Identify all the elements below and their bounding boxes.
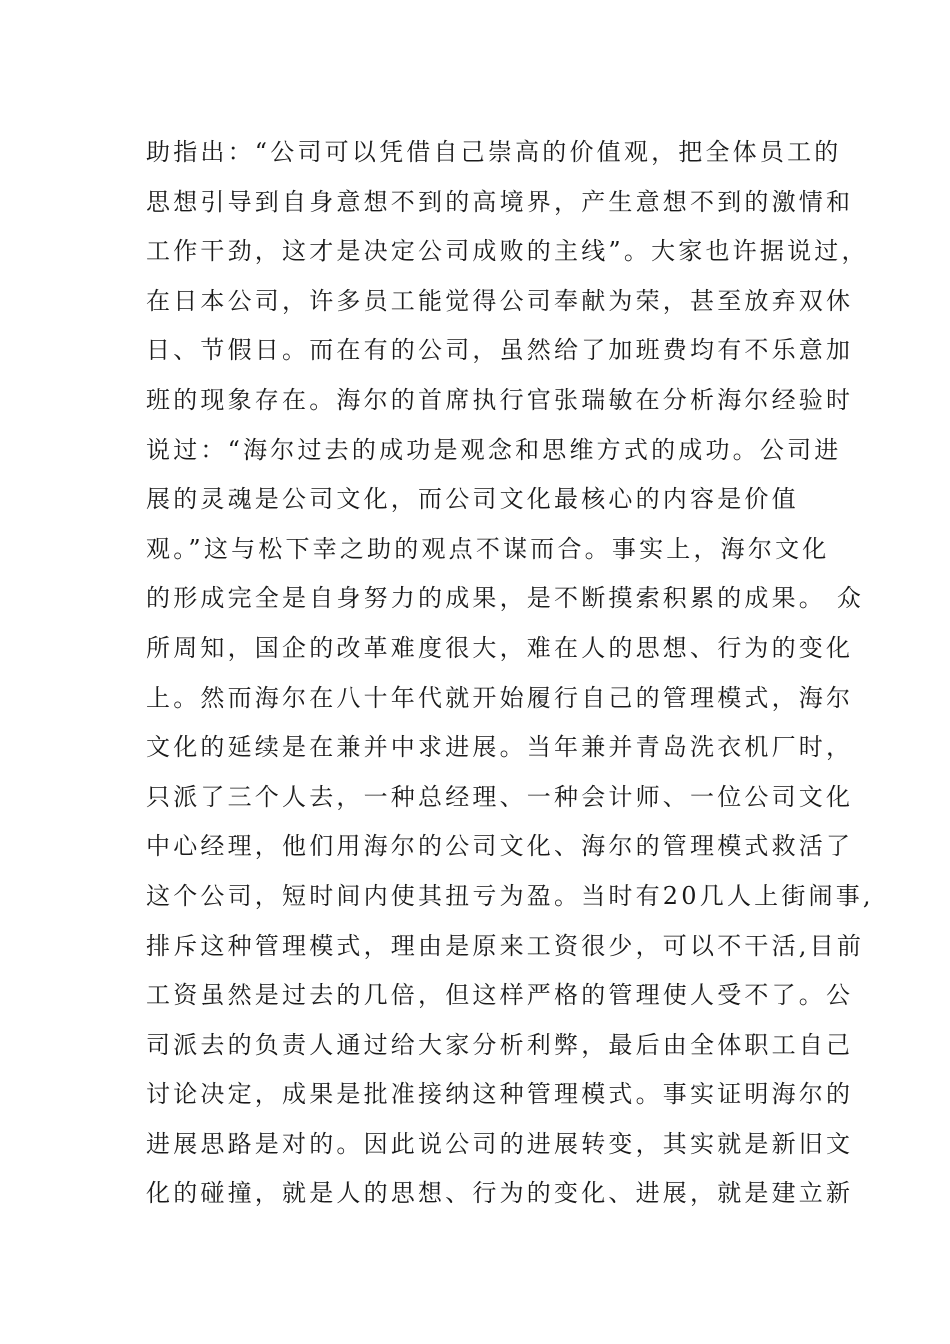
text-line: 讨论决定，成果是批准接纳这种管理模式。事实证明海尔的 [146,1080,854,1109]
text-line: 在日本公司，许多员工能觉得公司奉献为荣，甚至放弃双休 [146,286,854,315]
text-line: 只派了三个人去，一种总经理、一种会计师、一位公司文化 [146,782,854,811]
text-line: 司派去的负责人通过给大家分析利弊，最后由全体职工自己 [146,1030,854,1059]
text-line: 文化的延续是在兼并中求进展。当年兼并青岛洗衣机厂时， [146,733,854,762]
text-line: 展的灵魂是公司文化，而公司文化最核心的内容是价值 [146,485,799,514]
text-line: 这个公司，短时间内使其扭亏为盈。当时有20几人上街闹事, [146,881,874,910]
text-line: 日、节假日。而在有的公司，虽然给了加班费均有不乐意加 [146,336,854,365]
text-line: 班的现象存在。海尔的首席执行官张瑞敏在分析海尔经验时 [146,385,854,414]
body-text [146,128,874,1219]
text-line: 的形成完全是自身努力的成果，是不断摸索积累的成果。 众 [146,584,865,613]
text-line: 化的碰撞，就是人的思想、行为的变化、进展，就是建立新 [146,1179,854,1208]
text-line: 思想引导到自身意想不到的高境界，产生意想不到的激情和 [146,187,854,216]
text-line: 进展思路是对的。因此说公司的进展转变，其实就是新旧文 [146,1129,854,1158]
text-line: 排斥这种管理模式，理由是原来工资很少，可以不干活,目前 [146,931,865,960]
text-line: 工作干劲，这才是决定公司成败的主线”。大家也许据说过， [146,237,869,266]
text-line: 说过：“海尔过去的成功是观念和思维方式的成功。公司进 [146,435,842,464]
text-line: 中心经理，他们用海尔的公司文化、海尔的管理模式救活了 [146,832,854,861]
text-line: 观。”这与松下幸之助的观点不谋而合。事实上，海尔文化 [146,534,830,563]
text-line: 上。然而海尔在八十年代就开始履行自己的管理模式，海尔 [146,683,854,712]
text-line: 助指出：“公司可以凭借自己崇高的价值观，把全体员工的 [146,138,842,166]
text-line: 工资虽然是过去的几倍，但这样严格的管理使人受不了。公 [146,981,854,1010]
text-line: 所周知，国企的改革难度很大，难在人的思想、行为的变化 [146,633,854,662]
